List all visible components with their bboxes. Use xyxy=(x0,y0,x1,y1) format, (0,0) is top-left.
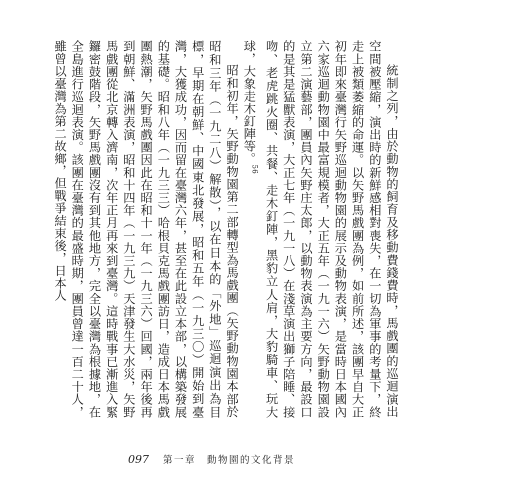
running-head: 第一章 動物園的文化背景 xyxy=(163,455,296,466)
vertical-text-block xyxy=(53,40,400,418)
page-footer xyxy=(128,452,295,468)
page-number: 097 xyxy=(128,453,149,466)
footnote-mark: 56 xyxy=(250,164,259,174)
paragraph-1 xyxy=(240,40,400,418)
paragraph-1-text: 統制之列，由於動物的飼育及移動費錢費時，馬戲團的巡迴演出空間被壓縮，演出時的新鮮感相對喪失，在一切為軍事的考量下，終走上被類萎縮的命運。以矢野馬戲團為例，如前所述，該團早自大正初年即來臺灣行矢野巡迴動物園的展示及動物表演，是當時日本國內六家巡迴動物園中最富規模者，大正五年（一九一六）矢野動物園設立第二演藝部，團員內矢野庄太郎，以動物表演為主要方向，最設口的是其是猛獸表演，大正七年（一九一八）在淺草演出獅子陪睡、接吻、老虎跳火圈、共餐、走木釘陣，黑豹立人肩，大豹騎車、玩大球，大象走木釘陣等。 xyxy=(242,40,399,418)
paragraph-2: 昭和初年，矢野動物園第二部轉型為馬戲團（矢野動物園本部於昭和三年（一九二八）解散），以在日本的「外地」巡迴演出為目標，早期在朝鮮、中國東北發展，昭和五年（一九三〇）開始到臺灣，大獲成功，因而留在臺灣六年，甚至在此設立本部，以構築發展的基礎。昭和八年（一九三三）哈根貝克馬戲團訪日，造成日本馬戲團熱潮，矢野馬戲團因此在昭和十一年（一九三六）回國，兩年後再到朝鮮、滿洲表演，昭和十四年（一九三九）天津發生大水災，矢野馬戲團從北京轉入濟南，次年正月再來到臺灣。這時戰事已漸進入緊鑼密鼓階段，矢野馬戲團沒有到其他地方，完全以臺灣為根據地，在全島進行巡迴表演。該團在臺灣的最盛時期，團員曾達一百二十人，雖曾以臺灣為第二故鄉，但戰爭結束後，日本人 xyxy=(53,40,240,418)
